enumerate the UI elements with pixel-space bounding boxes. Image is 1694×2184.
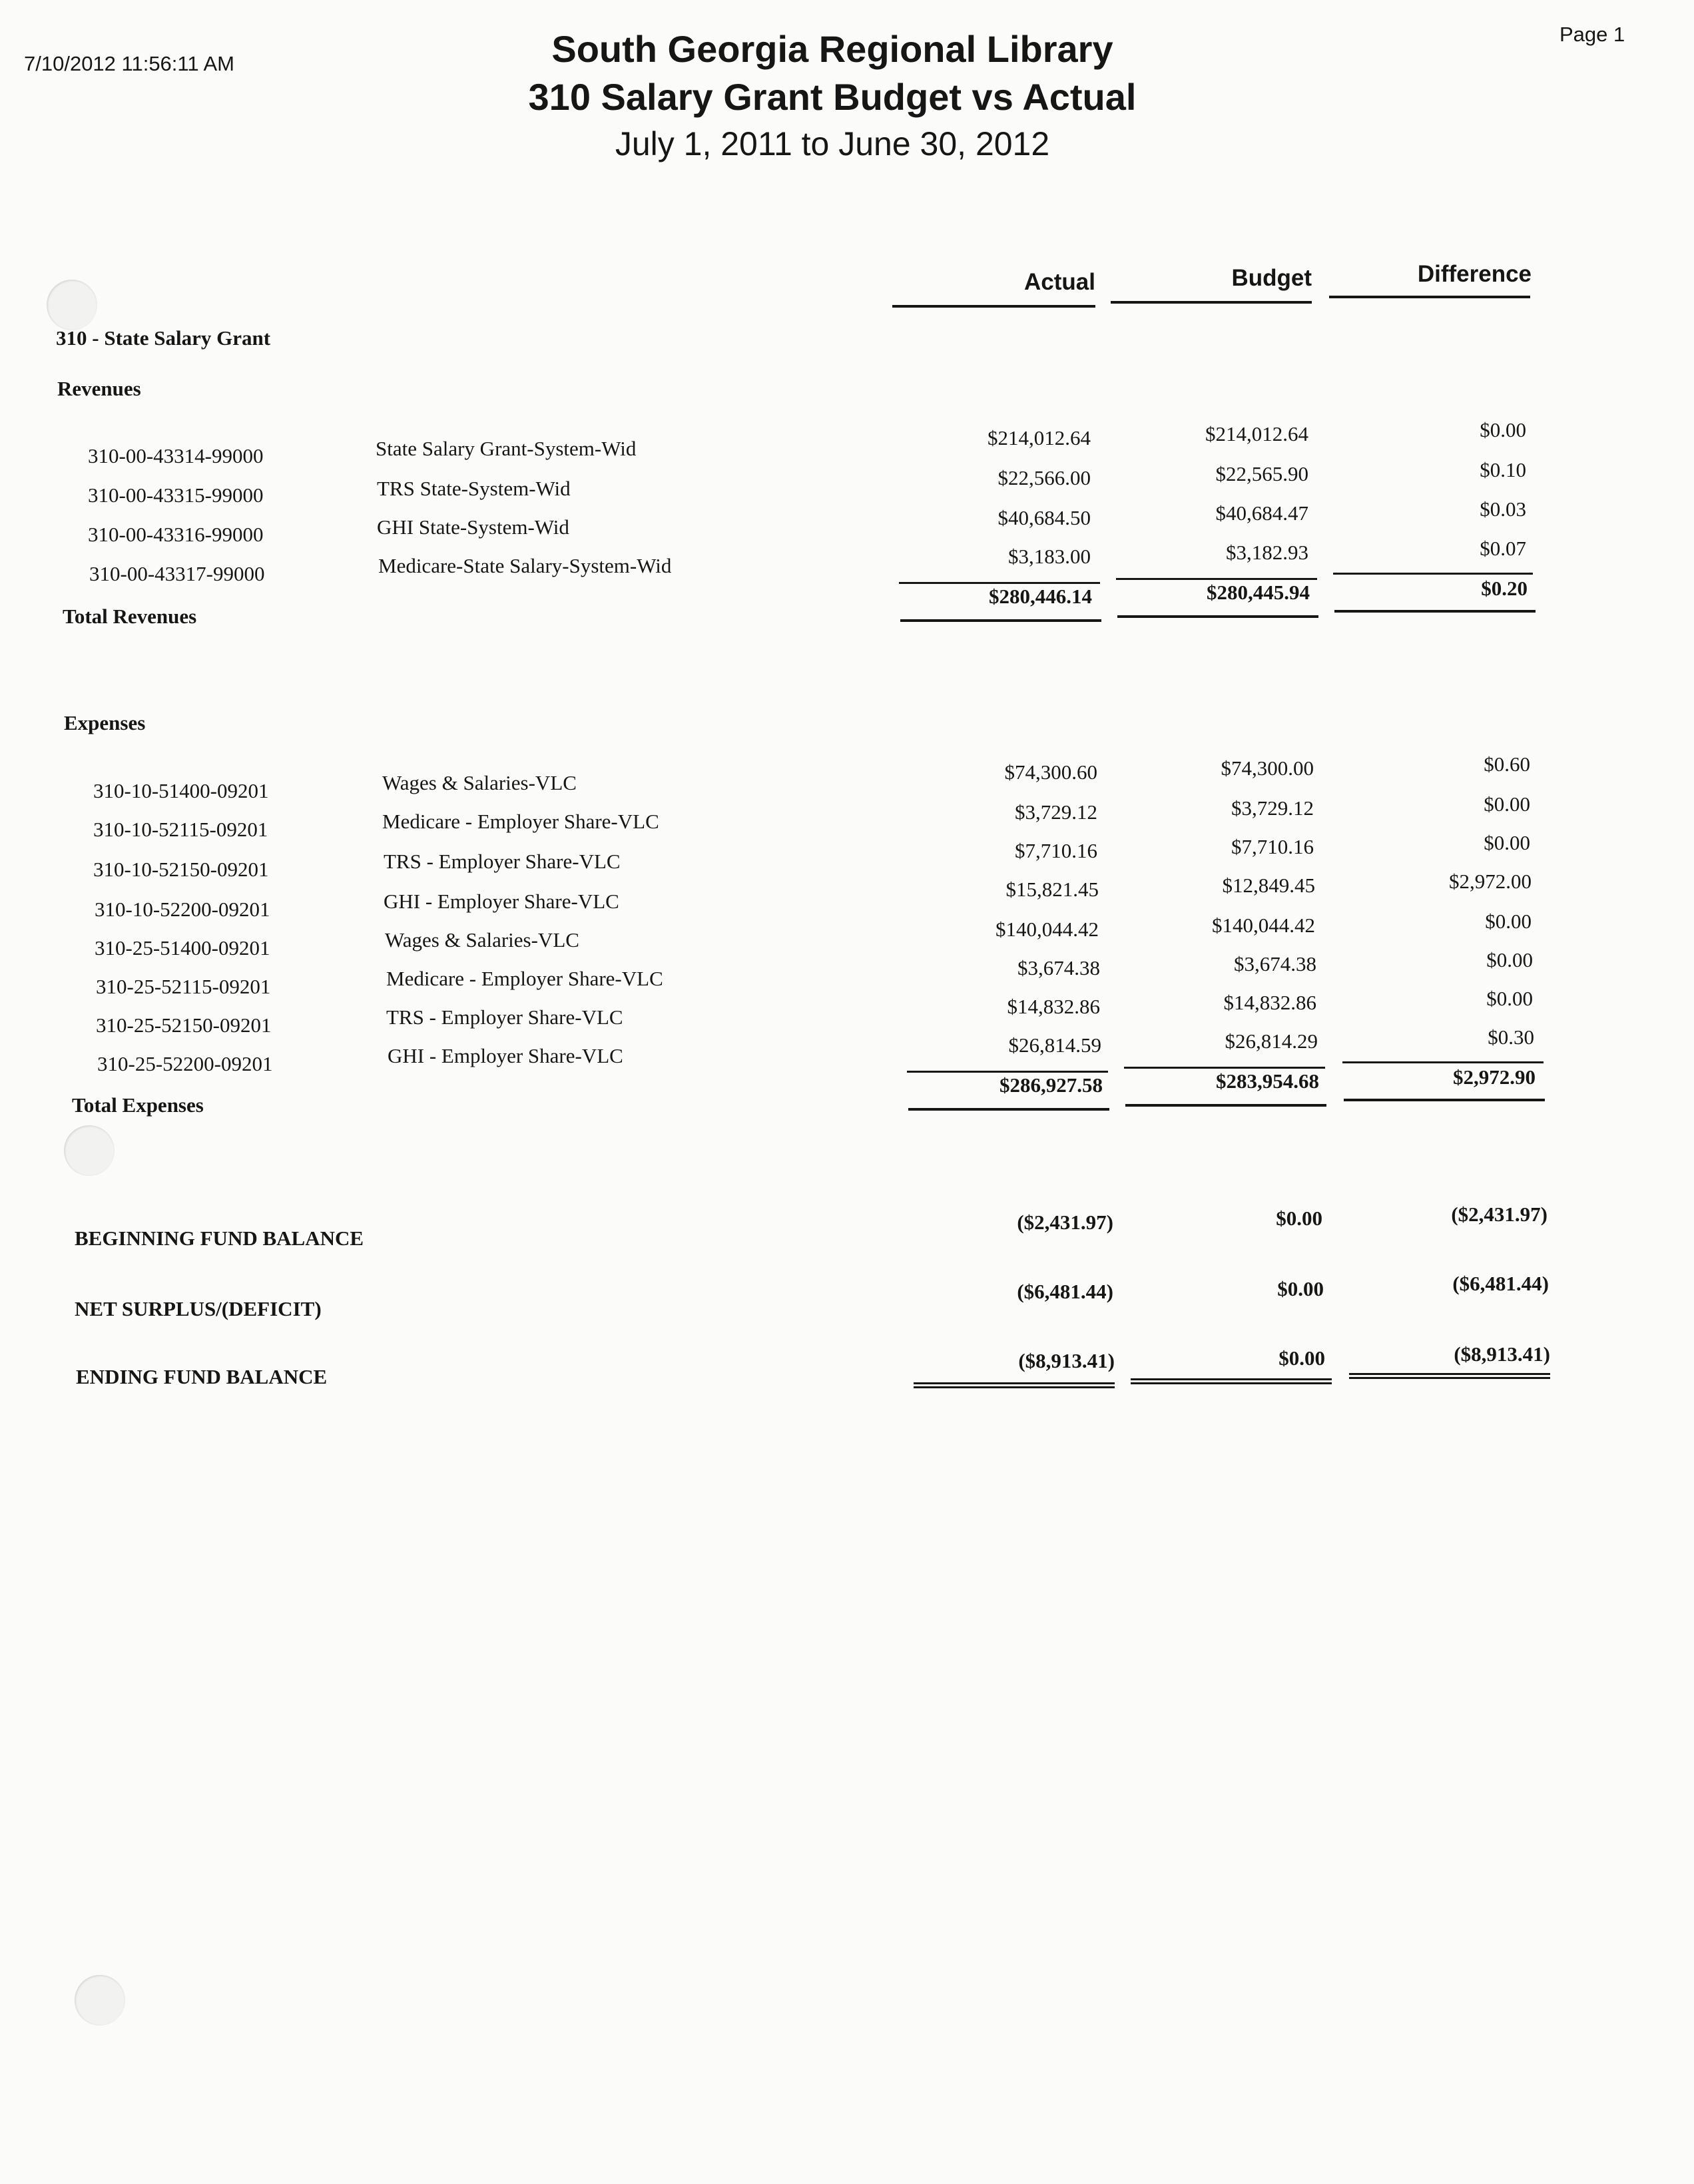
budget-amount: $12,849.45 [1222,874,1315,897]
actual-amount: $214,012.64 [988,426,1091,449]
account-description: TRS State-System-Wid [377,477,571,500]
report-period: July 1, 2011 to June 30, 2012 [615,125,1050,162]
revenue-subtotal-rule-budget [1116,578,1317,580]
account-description: Medicare - Employer Share-VLC [386,967,663,990]
report-title-organization: South Georgia Regional Library [551,28,1113,70]
ending-balance-double-rule-budget [1131,1378,1332,1384]
actual-amount: $15,821.45 [1005,878,1099,901]
budget-amount: $3,182.93 [1226,541,1308,564]
page-number: Page 1 [1559,23,1625,46]
account-description: GHI - Employer Share-VLC [388,1044,623,1067]
expense-total-rule-budget [1125,1104,1326,1107]
expense-subtotal-rule-budget [1124,1067,1325,1069]
total-revenues-actual: $280,446.14 [989,585,1092,608]
budget-amount: $3,729.12 [1231,796,1314,820]
budget-amount: $14,832.86 [1223,991,1316,1014]
punch-hole-bottom [75,1975,125,2026]
ending-balance-double-rule-difference [1349,1373,1550,1379]
actual-amount: $14,832.86 [1007,995,1100,1018]
budget-amount: $3,674.38 [1234,952,1316,975]
account-number: 310-10-51400-09201 [93,779,269,802]
difference-amount: $0.07 [1480,537,1526,560]
budget-amount: $26,814.29 [1225,1029,1318,1053]
actual-amount: $22,566.00 [997,466,1091,489]
column-header-budget: Budget [1231,265,1312,291]
account-number: 310-25-52200-09201 [97,1052,273,1075]
print-timestamp: 7/10/2012 11:56:11 AM [24,52,234,75]
ending-fund-balance-budget: $0.00 [1278,1346,1325,1370]
account-number: 310-00-43317-99000 [89,562,265,585]
revenue-subtotal-rule-actual [899,582,1100,584]
ending-balance-double-rule-actual [914,1382,1115,1388]
punch-hole-top [47,280,97,330]
account-number: 310-25-51400-09201 [95,936,270,959]
column-header-actual: Actual [1024,269,1095,295]
revenue-total-rule-budget [1117,615,1318,618]
budget-amount: $22,565.90 [1215,462,1308,485]
actual-amount: $3,729.12 [1015,800,1097,824]
account-description: GHI State-System-Wid [377,515,569,539]
budget-amount: $40,684.47 [1215,501,1308,525]
actual-amount: $7,710.16 [1015,839,1097,862]
expense-subtotal-rule-difference [1342,1061,1544,1063]
actual-amount: $74,300.60 [1004,760,1097,784]
revenue-total-rule-difference [1334,610,1536,613]
account-number: 310-00-43316-99000 [88,523,264,546]
actual-amount: $3,674.38 [1017,956,1100,979]
difference-amount: $0.30 [1488,1025,1534,1049]
difference-amount: $0.03 [1480,497,1526,521]
column-header-difference: Difference [1417,261,1532,287]
ending-fund-balance-actual: ($8,913.41) [1018,1349,1115,1372]
beginning-fund-balance-label: BEGINNING FUND BALANCE [75,1227,364,1250]
ending-fund-balance-label: ENDING FUND BALANCE [76,1365,328,1388]
difference-amount: $0.00 [1484,792,1530,816]
account-description: TRS - Employer Share-VLC [384,850,621,873]
difference-amount: $2,972.00 [1449,870,1532,893]
total-expenses-actual: $286,927.58 [999,1073,1103,1097]
difference-amount: $0.60 [1484,752,1530,776]
account-description: State Salary Grant-System-Wid [376,437,637,460]
total-expenses-label: Total Expenses [72,1093,204,1117]
difference-amount: $0.00 [1486,987,1533,1010]
actual-amount: $140,044.42 [995,918,1099,941]
account-number: 310-00-43315-99000 [88,483,264,507]
account-number: 310-10-52115-09201 [93,818,268,841]
column-header-rule-difference [1329,296,1530,298]
difference-amount: $0.00 [1484,831,1530,854]
beginning-fund-balance-budget: $0.00 [1276,1207,1322,1230]
expense-subtotal-rule-actual [907,1071,1108,1073]
revenue-subtotal-rule-difference [1333,573,1533,575]
ending-fund-balance-difference: ($8,913.41) [1454,1342,1550,1366]
account-number: 310-25-52150-09201 [96,1013,272,1037]
beginning-fund-balance-actual: ($2,431.97) [1017,1211,1113,1234]
account-description: Medicare - Employer Share-VLC [382,810,659,833]
report-title-name: 310 Salary Grant Budget vs Actual [528,76,1137,118]
punch-hole-middle [64,1125,115,1176]
column-header-rule-actual [892,305,1095,308]
net-surplus-deficit-label: NET SURPLUS/(DEFICIT) [75,1297,322,1320]
account-number: 310-25-52115-09201 [96,975,271,998]
total-revenues-label: Total Revenues [63,605,197,628]
account-description: Wages & Salaries-VLC [385,928,579,952]
difference-amount: $0.00 [1480,418,1526,441]
account-number: 310-10-52150-09201 [93,858,269,881]
account-description: Wages & Salaries-VLC [382,771,577,794]
total-revenues-difference: $0.20 [1481,577,1528,600]
budget-amount: $7,710.16 [1231,835,1314,858]
expense-total-rule-difference [1344,1099,1545,1101]
revenue-total-rule-actual [900,619,1101,622]
net-surplus-deficit-actual: ($6,481.44) [1017,1280,1113,1303]
total-expenses-budget: $283,954.68 [1216,1069,1319,1093]
net-surplus-deficit-budget: $0.00 [1277,1277,1324,1300]
actual-amount: $26,814.59 [1008,1033,1101,1057]
column-header-rule-budget [1111,301,1312,304]
report-title-block [400,25,1265,166]
difference-amount: $0.00 [1486,948,1533,971]
fund-label: 310 - State Salary Grant [56,326,271,350]
account-description: Medicare-State Salary-System-Wid [378,554,672,577]
beginning-fund-balance-difference: ($2,431.97) [1451,1203,1548,1226]
revenues-heading: Revenues [57,377,141,400]
account-description: TRS - Employer Share-VLC [386,1005,623,1029]
budget-amount: $140,044.42 [1212,914,1315,937]
budget-amount: $74,300.00 [1221,756,1314,780]
budget-amount: $214,012.64 [1205,422,1308,445]
actual-amount: $3,183.00 [1008,545,1091,568]
net-surplus-deficit-difference: ($6,481.44) [1452,1272,1549,1295]
actual-amount: $40,684.50 [997,506,1091,529]
total-expenses-difference: $2,972.90 [1453,1065,1536,1089]
expenses-heading: Expenses [64,711,146,734]
total-revenues-budget: $280,445.94 [1207,581,1310,604]
account-number: 310-10-52200-09201 [95,898,270,921]
account-number: 310-00-43314-99000 [88,444,264,467]
difference-amount: $0.00 [1485,910,1532,933]
expense-total-rule-actual [908,1108,1109,1111]
difference-amount: $0.10 [1480,458,1526,481]
account-description: GHI - Employer Share-VLC [384,890,619,913]
